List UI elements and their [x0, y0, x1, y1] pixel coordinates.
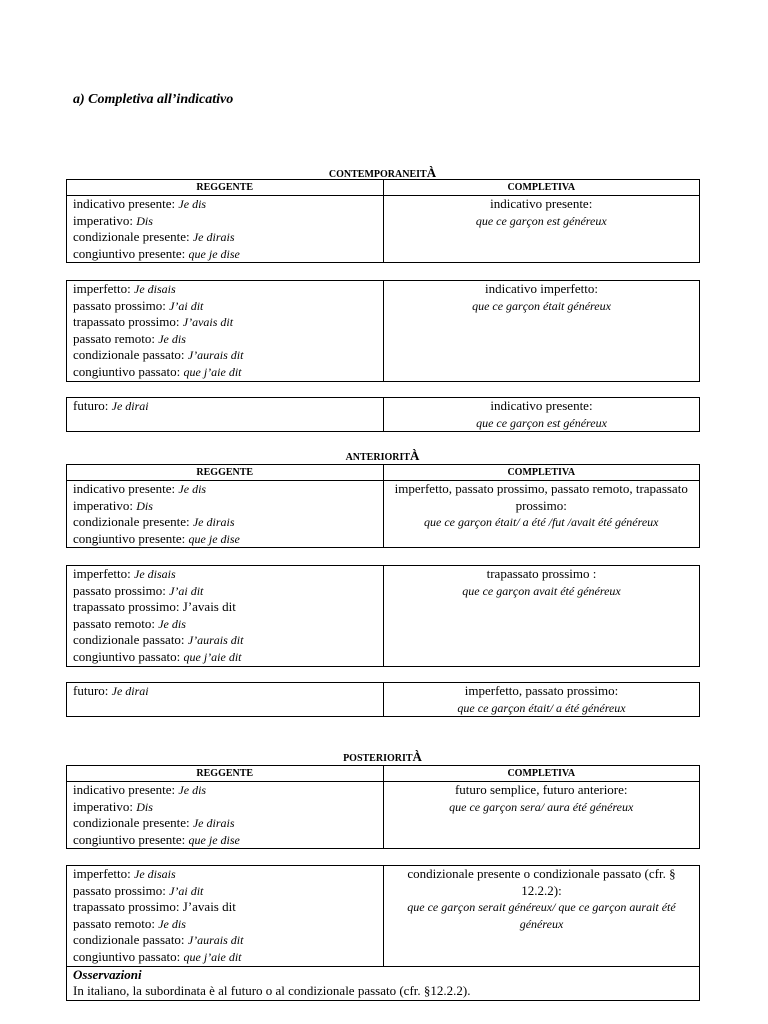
- reggente-line: [73, 229, 377, 246]
- reggente-line: [73, 481, 377, 498]
- french-example: que j’aie dit: [183, 364, 242, 379]
- observations-text: In italiano, la subordinata è al futuro o al condizionale passato (cfr. §12.2.2).: [73, 983, 471, 999]
- tense-label: trapassato prossimo: J’avais dit: [73, 599, 236, 615]
- completiva-example: que ce garçon était/ a été /fut /avait été généreux: [424, 515, 659, 530]
- french-example: Dis: [136, 213, 153, 228]
- tense-label: imperativo:: [73, 798, 137, 814]
- reggente-line: [73, 916, 377, 933]
- col-header-reggente: REGGENTE: [67, 180, 384, 196]
- tense-label: condizionale presente:: [73, 815, 193, 831]
- tense-label: condizionale passato:: [73, 347, 188, 363]
- table-posteriorita-presente: [66, 765, 700, 849]
- reggente-line: [73, 314, 377, 331]
- table-contemporaneita-futuro: [66, 397, 700, 432]
- completiva-example: que ce garçon sera/ aura été généreux: [449, 799, 634, 814]
- tense-label: condizionale passato:: [73, 632, 188, 648]
- tense-label: passato remoto:: [73, 330, 159, 346]
- col-header-completiva: COMPLETIVA: [383, 180, 700, 196]
- french-example: que je dise: [188, 246, 240, 261]
- reggente-line: [73, 799, 377, 816]
- tense-label: condizionale presente:: [73, 229, 193, 245]
- reggente-line: [73, 583, 377, 600]
- tense-label: futuro:: [73, 398, 112, 413]
- table-anteriorita-passato: [66, 565, 700, 667]
- reggente-line: [73, 649, 377, 666]
- reggente-line: [73, 832, 377, 849]
- section-title-posteriorita: POSTERIORITÀ: [343, 749, 422, 764]
- french-example: J’ai dit: [169, 298, 204, 313]
- tense-label: futuro:: [73, 683, 112, 698]
- completiva-example: que ce garçon est généreux: [475, 213, 607, 228]
- french-example: que je dise: [188, 531, 240, 546]
- table-anteriorita-presente: [66, 464, 700, 548]
- french-example: Je dis: [158, 616, 186, 631]
- completiva-tense-label: imperfetto, passato prossimo:: [464, 683, 619, 698]
- reggente-line: [73, 398, 377, 415]
- completiva-example: que ce garçon serait généreux/ que ce garçon aurait été généreux: [407, 900, 676, 931]
- completiva-cell: [383, 196, 700, 263]
- reggente-line: [73, 932, 377, 949]
- french-example: Je dis: [178, 197, 207, 211]
- french-example: Je disais: [134, 867, 176, 881]
- section-title-contemporaneita: CONTEMPORANEITÀ: [328, 165, 437, 180]
- completiva-tense-label: trapassato prossimo :: [486, 566, 597, 581]
- tense-label: indicativo presente:: [73, 782, 179, 797]
- completiva-example: que ce garçon avait été généreux: [462, 583, 621, 598]
- reggente-line: [73, 683, 377, 700]
- observations-cell: [67, 966, 700, 1000]
- reggente-cell: [67, 782, 384, 849]
- reggente-line: [73, 298, 377, 315]
- tense-label: condizionale passato:: [73, 932, 188, 948]
- reggente-line: [73, 616, 377, 633]
- reggente-line: [73, 866, 377, 883]
- french-example: Je disais: [134, 567, 176, 581]
- completiva-example: que ce garçon était/ a été généreux: [457, 700, 626, 715]
- french-example: Je dirais: [192, 816, 235, 831]
- french-example: Je dis: [178, 482, 207, 496]
- col-header-reggente: REGGENTE: [67, 766, 384, 782]
- reggente-line: [73, 815, 377, 832]
- completiva-cell: [383, 782, 700, 849]
- reggente-cell: [67, 481, 384, 548]
- reggente-line: [73, 566, 377, 583]
- reggente-cell: [67, 866, 384, 967]
- tense-label: passato prossimo:: [73, 882, 170, 898]
- french-example: que j’aie dit: [183, 949, 242, 964]
- table-contemporaneita-passato: [66, 280, 700, 382]
- col-header-completiva: COMPLETIVA: [383, 465, 700, 481]
- reggente-cell: [67, 683, 384, 717]
- french-example: que je dise: [188, 832, 240, 847]
- table-anteriorita-futuro: [66, 682, 700, 717]
- tense-label: trapassato prossimo:: [73, 314, 183, 330]
- section-title-anteriorita: ANTERIORITÀ: [345, 448, 420, 463]
- tense-label: imperfetto:: [73, 866, 135, 881]
- tense-label: congiuntivo passato:: [73, 363, 184, 379]
- completiva-tense-label: indicativo presente:: [490, 196, 593, 211]
- french-example: J’ai dit: [169, 583, 204, 598]
- observations-title: Osservazioni: [73, 966, 142, 982]
- french-example: Je dirais: [192, 515, 235, 530]
- col-header-reggente: REGGENTE: [67, 465, 384, 481]
- tense-label: congiuntivo presente:: [73, 245, 189, 261]
- completiva-example: que ce garçon était généreux: [472, 298, 611, 313]
- reggente-line: [73, 213, 377, 230]
- completiva-cell: [383, 481, 700, 548]
- reggente-line: [73, 281, 377, 298]
- completiva-cell: [384, 398, 700, 432]
- french-example: Je dis: [158, 916, 186, 931]
- reggente-line: [73, 246, 377, 263]
- tense-label: passato remoto:: [73, 915, 159, 931]
- reggente-line: [73, 331, 377, 348]
- tense-label: condizionale presente:: [73, 514, 193, 530]
- reggente-line: [73, 632, 377, 649]
- reggente-line: [73, 883, 377, 900]
- completiva-cell: [384, 281, 700, 382]
- french-example: Je disais: [134, 282, 176, 296]
- tense-label: passato prossimo:: [73, 297, 170, 313]
- tense-label: congiuntivo presente:: [73, 831, 189, 847]
- french-example: J’avais dit: [182, 315, 234, 330]
- completiva-tense-label: indicativo presente:: [490, 398, 593, 413]
- table-posteriorita-passato: [66, 865, 700, 1001]
- french-example: Dis: [136, 498, 153, 513]
- tense-label: congiuntivo presente:: [73, 530, 189, 546]
- tense-label: passato prossimo:: [73, 582, 170, 598]
- tense-label: imperativo:: [73, 497, 137, 513]
- page-heading: a) Completiva all’indicativo: [73, 92, 234, 107]
- tense-label: congiuntivo passato:: [73, 948, 184, 964]
- reggente-line: [73, 782, 377, 799]
- completiva-tense-label: futuro semplice, futuro anteriore:: [454, 782, 628, 797]
- reggente-line: [73, 949, 377, 966]
- table-contemporaneita-presente: [66, 179, 700, 263]
- reggente-line: [73, 531, 377, 548]
- reggente-cell: [67, 566, 384, 667]
- completiva-tense-label: condizionale presente o condizionale passato (cfr. § 12.2.2):: [407, 866, 676, 898]
- tense-label: indicativo presente:: [73, 196, 179, 211]
- french-example: J’aurais dit: [187, 633, 244, 648]
- tense-label: trapassato prossimo: J’avais dit: [73, 899, 236, 915]
- reggente-line: [73, 364, 377, 381]
- reggente-cell: [67, 398, 384, 432]
- french-example: Je dirais: [192, 230, 235, 245]
- col-header-completiva: COMPLETIVA: [383, 766, 700, 782]
- reggente-cell: [67, 281, 384, 382]
- completiva-cell: [384, 866, 700, 967]
- completiva-cell: [384, 683, 700, 717]
- tense-label: imperfetto:: [73, 566, 135, 581]
- tense-label: congiuntivo passato:: [73, 648, 184, 664]
- tense-label: imperativo:: [73, 212, 137, 228]
- french-example: J’aurais dit: [187, 348, 244, 363]
- french-example: Je dirai: [111, 684, 149, 698]
- reggente-cell: [67, 196, 384, 263]
- french-example: Je dis: [158, 331, 186, 346]
- tense-label: imperfetto:: [73, 281, 135, 296]
- french-example: Je dirai: [111, 399, 149, 413]
- completiva-tense-label: indicativo imperfetto:: [485, 281, 598, 296]
- tense-label: indicativo presente:: [73, 481, 179, 496]
- completiva-tense-label: imperfetto, passato prossimo, passato remoto, trapassato prossimo:: [394, 481, 688, 513]
- reggente-line: [73, 514, 377, 531]
- french-example: J’ai dit: [169, 883, 204, 898]
- reggente-line: [73, 498, 377, 515]
- french-example: J’aurais dit: [187, 933, 244, 948]
- french-example: Je dis: [178, 783, 207, 797]
- reggente-line: [73, 196, 377, 213]
- completiva-cell: [384, 566, 700, 667]
- french-example: Dis: [136, 799, 153, 814]
- reggente-line: [73, 599, 377, 616]
- reggente-line: [73, 899, 377, 916]
- completiva-example: que ce garçon est généreux: [476, 415, 607, 430]
- reggente-line: [73, 347, 377, 364]
- french-example: que j’aie dit: [183, 649, 242, 664]
- tense-label: passato remoto:: [73, 615, 159, 631]
